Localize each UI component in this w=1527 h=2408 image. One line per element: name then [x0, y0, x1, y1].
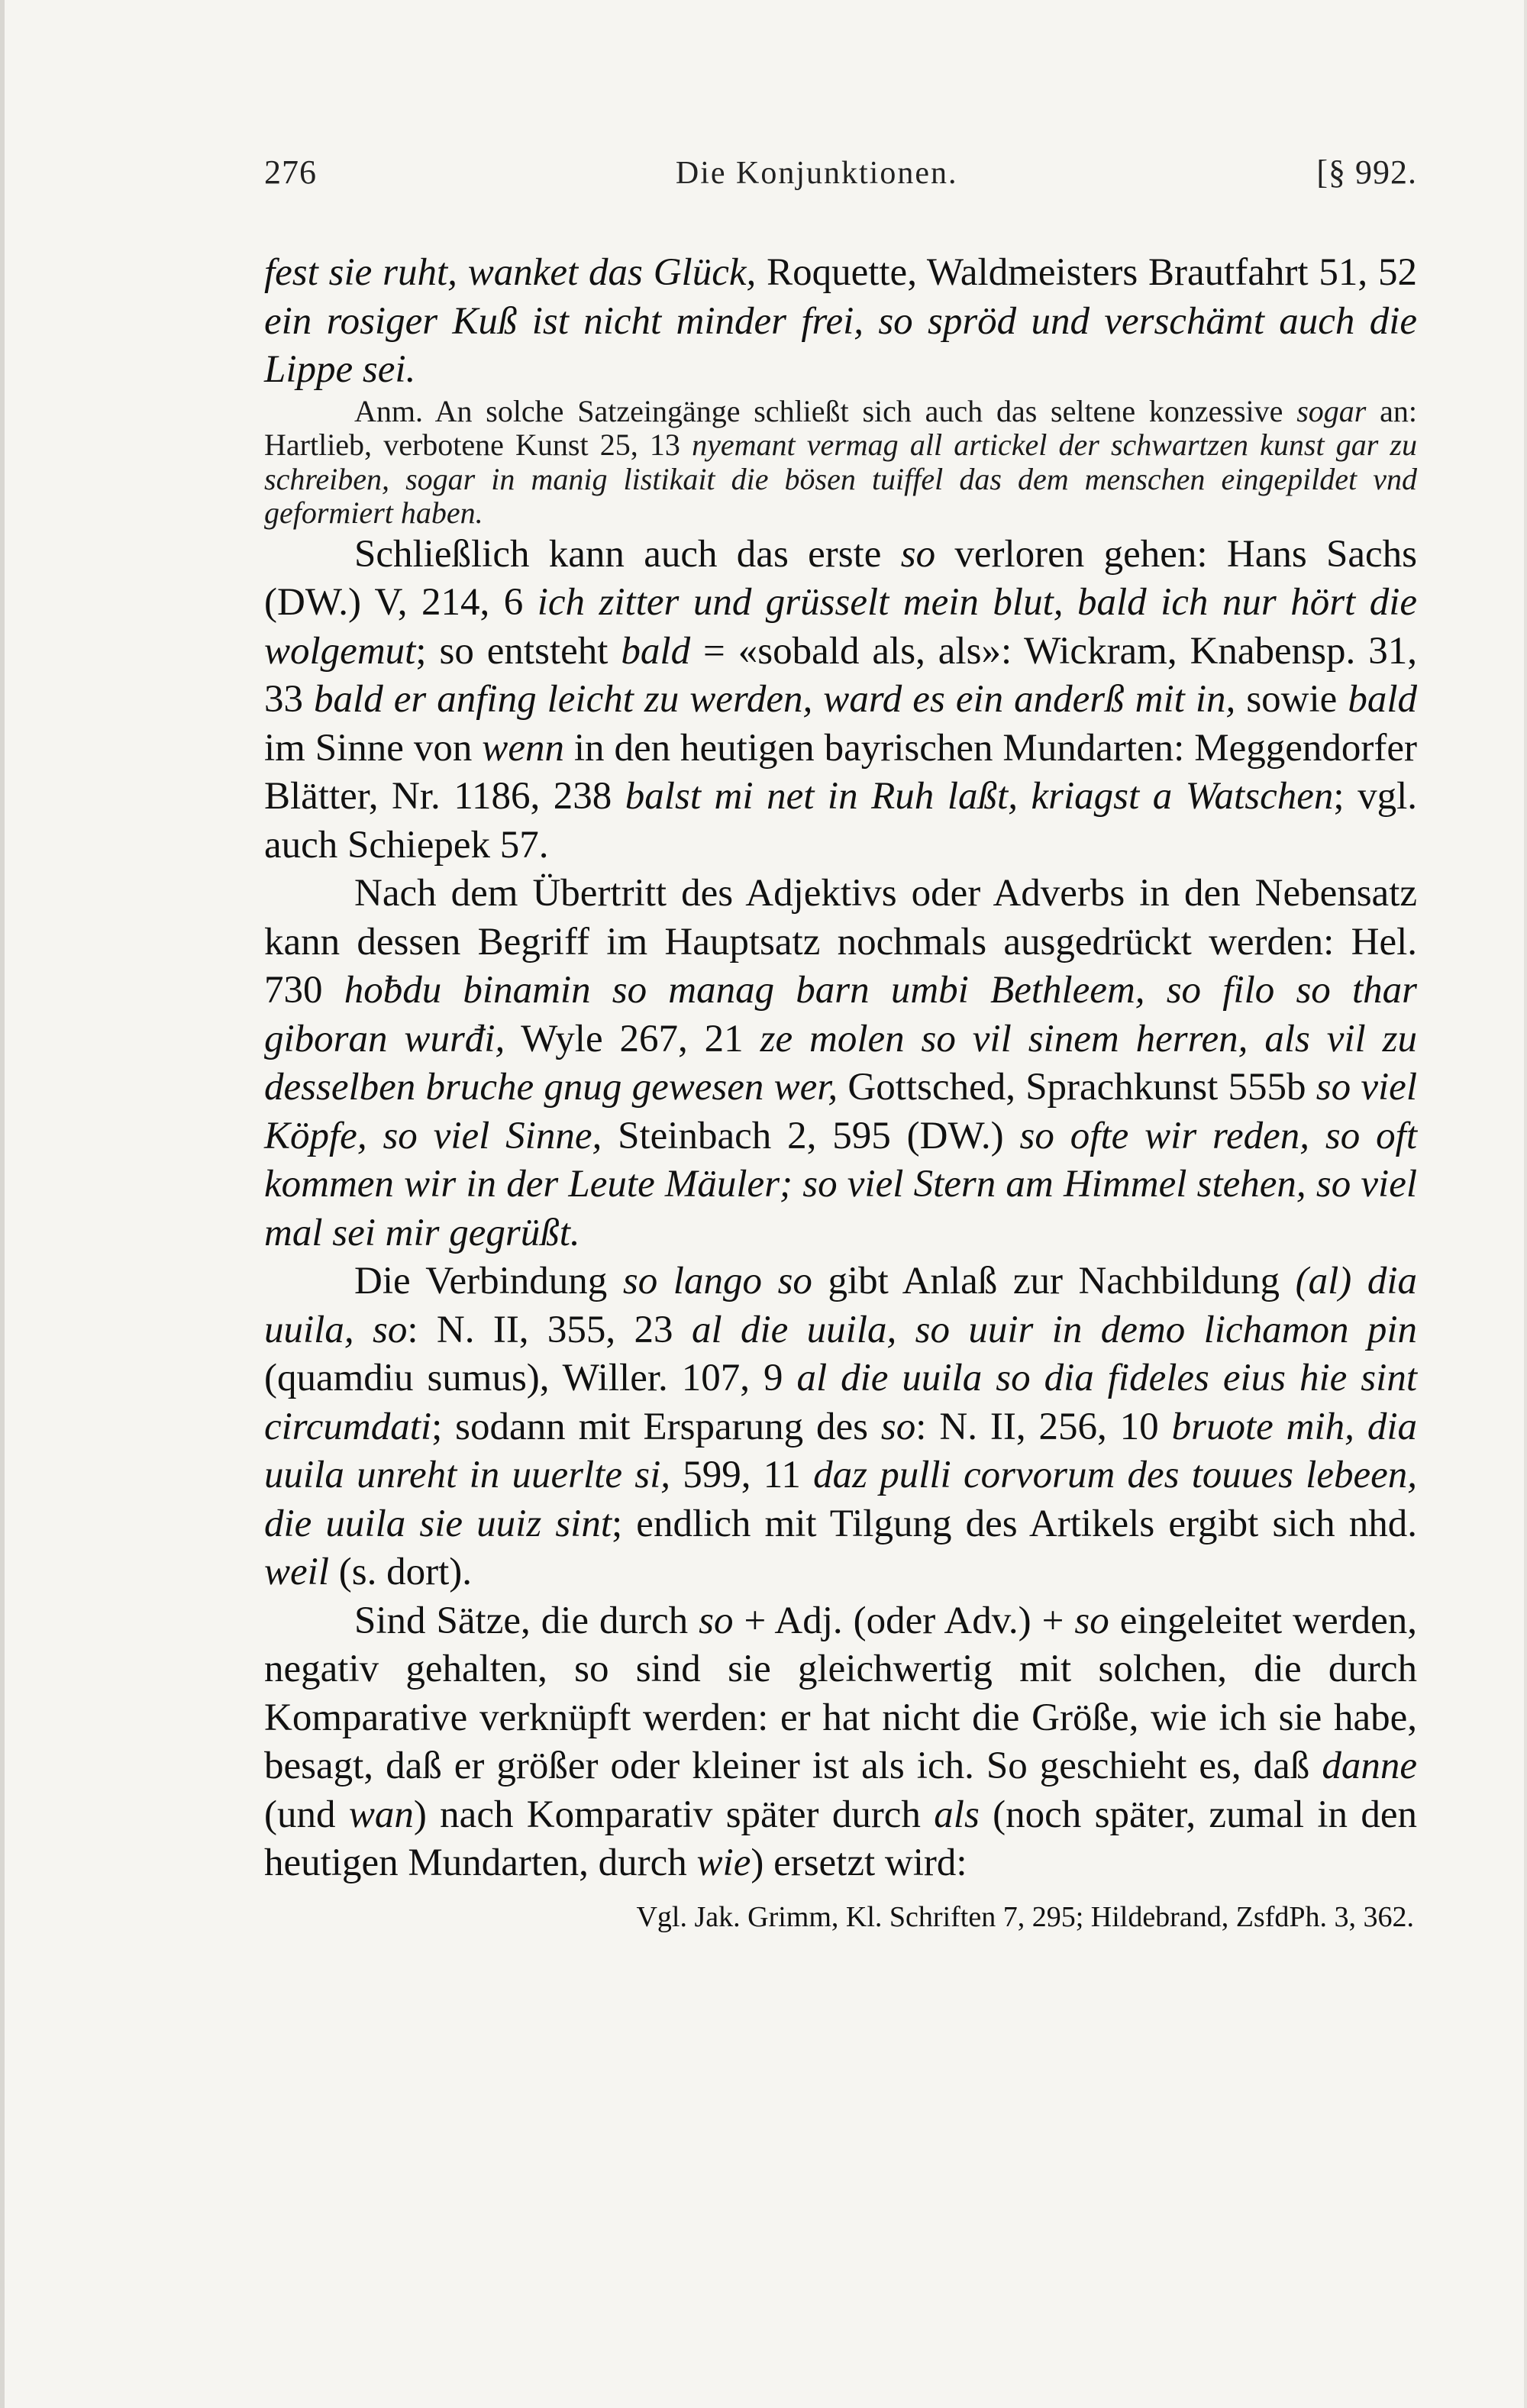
italic-quotation: sogar [1296, 393, 1367, 428]
italic-quotation: danne [1322, 1745, 1417, 1787]
italic-quotation: daz pulli corvorum des touues lebeen, die uuila sie uuiz sint [264, 1454, 1417, 1545]
italic-quotation: wenn [482, 726, 564, 770]
italic-quotation: als [934, 1793, 980, 1836]
text-run: eingeleitet werden, negativ gehalten, so sind sie gleichwertig mit solchen, die durch Komparative verknüpft werden: er hat nicht die Größe, wie ich sie habe, besagt, daß er größer oder kleiner ist als ich. So geschieht es, daß [264, 1599, 1417, 1787]
text-run: Anm. An solche Satzeingänge schließt sich auch das seltene konzessive [354, 393, 1297, 428]
italic-quotation: so [1074, 1599, 1109, 1642]
text-run: ; endlich mit Tilgung des Artikels ergibt sich nhd. [612, 1502, 1418, 1545]
text-run: Gottsched, Sprachkunst 555b [838, 1066, 1316, 1109]
text-run: Die Verbindung [354, 1260, 623, 1302]
text-run: in den heutigen bayrischen Mundarten: Meggendorfer Blätter, Nr. 1186, 238 [264, 726, 1417, 818]
running-header [264, 153, 1417, 199]
text-run: ) nach Komparativ später durch [413, 1793, 935, 1836]
text-run: Wyle 267, 21 [505, 1017, 760, 1060]
italic-quotation: balst mi net in Ruh laßt, kriagst a Watschen [625, 775, 1334, 818]
paragraph-2 [264, 531, 1417, 870]
italic-quotation: wan [348, 1793, 414, 1836]
text-run: ; so entsteht [415, 629, 621, 673]
italic-quotation: ze molen so vil sinem herren, als vil zu desselben bruche gnug gewesen wer, [264, 1017, 1417, 1109]
text-run: im Sinne von [264, 726, 483, 770]
section-marker: [§ 992. [1316, 153, 1417, 191]
italic-quotation: so lango so [622, 1260, 812, 1302]
italic-quotation: so [699, 1599, 734, 1642]
text-run: (s. dort). [329, 1551, 472, 1593]
italic-quotation: hoƀdu binamin so manag barn umbi Bethleem, so filo so thar giboran wurđi, [264, 969, 1418, 1060]
paragraph-5 [264, 1597, 1417, 1888]
text-run: (noch später, zumal in den heutigen Mundarten, durch [264, 1793, 1417, 1884]
text-run: ; sodann mit Ersparung des [431, 1405, 881, 1448]
text-run: gibt Anlaß zur Nachbildung [812, 1260, 1296, 1302]
text-run: an: Hartlieb, verbotene Kunst 25, 13 [264, 393, 1417, 462]
text-run: ; vgl. auch Schiepek 57. [264, 775, 1417, 867]
text-run: = «sobald als, als»: Wickram, Knabensp. 31, 33 [264, 629, 1418, 721]
text-run: + Adj. (oder Adv.) + [733, 1599, 1075, 1642]
italic-quotation: (al) dia uuila, so [264, 1260, 1417, 1351]
text-run: ) ersetzt wird: [751, 1842, 967, 1884]
italic-quotation: ich zitter und grüsselt mein blut, bald ich nur hört die wolgemut [264, 581, 1417, 673]
italic-quotation: so ofte wir reden, so oft kommen wir in der Leute Mäuler; so viel Stern am Himmel stehen, so viel mal sei mir gegrüßt. [264, 1114, 1417, 1254]
paragraph-3 [264, 870, 1417, 1257]
text-run: Roquette, Waldmeisters Brautfahrt 51, 52 [756, 251, 1417, 294]
text-run: 599, 11 [670, 1454, 814, 1496]
italic-quotation: wie [696, 1842, 751, 1884]
italic-quotation: al die uuila, so uuir in demo lichamon pin [691, 1308, 1418, 1351]
text-run: Nach dem Übertritt des Adjektivs oder Adverbs in den Nebensatz kann dessen Begriff im Hauptsatz nochmals ausgedrückt werden: Hel. 730 [264, 872, 1417, 1012]
text-run: Sind Sätze, die durch [354, 1599, 699, 1642]
chapter-title: Die Konjunktionen. [675, 156, 958, 191]
text-run: : N. II, 256, 10 [915, 1405, 1172, 1448]
italic-quotation: so viel Köpfe, so viel Sinne, [264, 1066, 1417, 1157]
bibliographic-footnote: Vgl. Jak. Grimm, Kl. Schriften 7, 295; Hildebrand, ZsfdPh. 3, 362. [636, 1900, 1414, 1933]
italic-quotation: bald [621, 629, 691, 673]
italic-quotation: ein rosiger Kuß ist nicht minder frei, so spröd und verschämt auch die Lippe sei. [264, 299, 1417, 391]
italic-quotation: bruote mih, dia uuila unreht in uuerlte si, [264, 1405, 1418, 1496]
text-run: (quamdiu sumus), Willer. 107, 9 [264, 1357, 797, 1399]
text-run: Steinbach 2, 595 (DW.) [602, 1114, 1020, 1157]
text-run: Schließlich kann auch das erste [354, 532, 901, 576]
paragraph-4 [264, 1257, 1417, 1597]
annotation-note [264, 395, 1417, 531]
italic-quotation: fest sie ruht, wanket das Glück, [264, 251, 757, 294]
paragraph-1 [264, 249, 1417, 395]
book-page [264, 153, 1417, 1935]
italic-quotation: bald er anfing leicht zu werden, ward es ein anderß mit in, [314, 678, 1236, 721]
text-run: (und [264, 1793, 349, 1836]
italic-quotation: nyemant vermag all artickel der schwartzen kunst gar zu schreiben, sogar in manig listikait die bösen tuiffel das dem menschen eingepildet vnd geformiert haben. [264, 428, 1417, 530]
page-number: 276 [264, 153, 317, 191]
italic-quotation: so [900, 532, 936, 576]
italic-quotation: weil [264, 1551, 329, 1593]
text-run: : N. II, 355, 23 [407, 1308, 692, 1351]
italic-quotation: al die uuila so dia fideles eius hie sint circumdati [264, 1357, 1417, 1448]
page-body [264, 249, 1417, 1935]
text-run: sowie [1235, 678, 1348, 721]
text-run: verloren gehen: Hans Sachs (DW.) V, 214, 6 [264, 532, 1417, 624]
italic-quotation: so [880, 1405, 916, 1448]
italic-quotation: bald [1348, 678, 1418, 721]
